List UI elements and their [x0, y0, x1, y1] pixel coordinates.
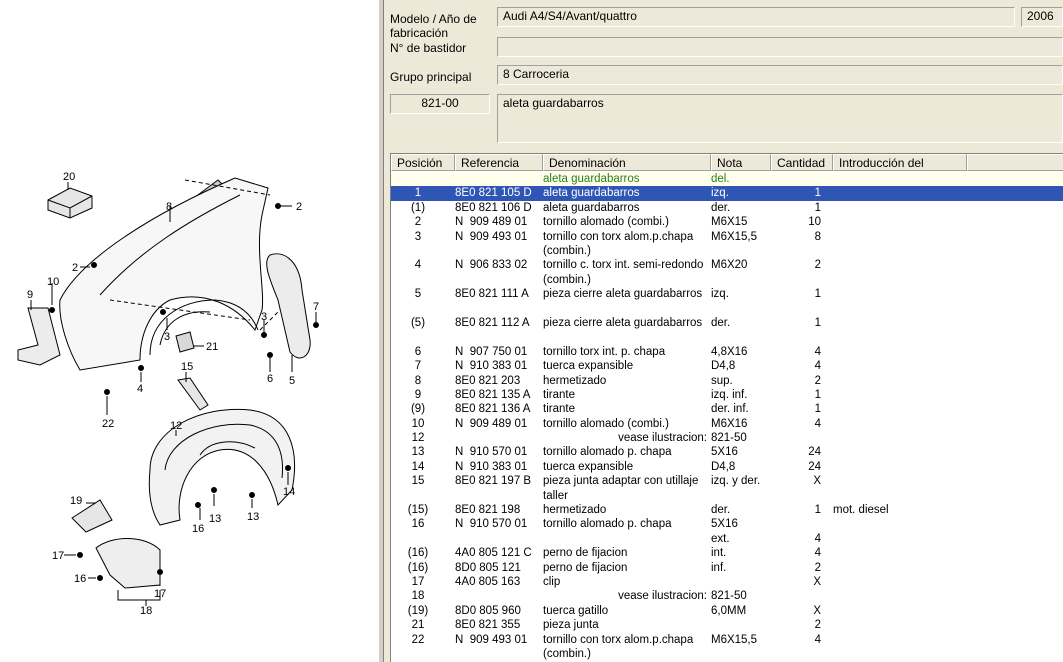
- cell-quantity: 1: [814, 403, 821, 416]
- table-row[interactable]: [391, 215, 1063, 229]
- cell-note: M6X15,5: [711, 230, 758, 243]
- cell-note: der. inf.: [711, 403, 749, 416]
- cell-quantity: 1: [814, 187, 821, 200]
- cell-reference: 8E0 821 203: [455, 374, 521, 387]
- cell-quantity: X: [813, 576, 821, 589]
- table-row[interactable]: [391, 230, 1063, 259]
- cell-note: izq.: [711, 288, 729, 301]
- cell-position: (9): [410, 403, 426, 416]
- table-row[interactable]: [391, 561, 1063, 575]
- cell-note: D4,8: [711, 460, 736, 473]
- cell-reference: N 906 833 02: [455, 259, 528, 272]
- callout-3: 3: [261, 311, 268, 323]
- callout-17: 17: [154, 588, 167, 600]
- parts-info-pane: [384, 0, 1063, 662]
- cell-position: 16: [411, 518, 425, 531]
- cell-denomination: aleta guardabarros: [543, 187, 640, 200]
- cell-denomination: perno de fijacion: [543, 561, 628, 574]
- cell-quantity: 4: [814, 360, 821, 373]
- cell-reference: 8E0 821 355: [455, 619, 521, 632]
- callout-6: 6: [267, 373, 274, 385]
- callout-3: 3: [164, 331, 171, 343]
- callout-19: 19: [70, 495, 83, 507]
- cell-denomination: tuerca expansible: [543, 360, 634, 373]
- table-row[interactable]: [391, 517, 1063, 531]
- cell-position: (5): [410, 316, 426, 329]
- cell-quantity: 4: [814, 547, 821, 560]
- callout-21: 21: [206, 341, 219, 353]
- table-row[interactable]: [391, 503, 1063, 517]
- cell-note: der.: [711, 504, 731, 517]
- cell-note: sup.: [711, 374, 733, 387]
- column-header-denomination[interactable]: Denominación: [543, 154, 711, 171]
- cell-reference: 8E0 821 111 A: [455, 288, 529, 301]
- cell-denomination: tornillo con torx alom.p.chapa (combin.): [543, 633, 694, 660]
- cell-denomination: tornillo alomado (combi.): [543, 417, 669, 430]
- year-field: 2006: [1021, 7, 1063, 27]
- model-label: Modelo / Año de fabricación: [390, 12, 477, 40]
- cell-position: 3: [414, 230, 422, 243]
- table-row[interactable]: [391, 532, 1063, 546]
- cell-denomination: clip: [543, 576, 561, 589]
- cell-denomination: aleta guardabarros: [543, 173, 640, 185]
- cell-position: 2: [414, 216, 422, 229]
- cell-reference: 8E0 821 105 D: [455, 187, 532, 200]
- cell-reference: 8E0 821 198: [455, 504, 521, 517]
- cell-quantity: 2: [814, 374, 821, 387]
- cell-denomination: vease ilustracion:: [618, 432, 707, 445]
- cell-denomination: tornillo con torx alom.p.chapa (combin.): [543, 230, 694, 257]
- cell-note: 6,0MM: [711, 604, 747, 617]
- cell-note: ext.: [711, 532, 730, 545]
- cell-position: 12: [411, 432, 425, 445]
- table-row[interactable]: [391, 575, 1063, 589]
- cell-position: 5: [414, 288, 422, 301]
- cell-note: M6X16: [711, 417, 748, 430]
- cell-quantity: 24: [808, 446, 821, 459]
- cell-quantity: 2: [814, 619, 821, 632]
- cell-position: 13: [411, 446, 425, 459]
- table-row[interactable]: [391, 604, 1063, 618]
- cell-note: izq. y der.: [711, 475, 761, 488]
- cell-note: izq.: [711, 187, 729, 200]
- table-row[interactable]: [391, 417, 1063, 431]
- cell-reference: 8E0 821 106 D: [455, 201, 532, 214]
- cell-reference: 8E0 821 197 B: [455, 475, 532, 488]
- cell-denomination: tornillo c. torx int. semi-redondo (combin.): [543, 259, 704, 286]
- callout-14: 14: [283, 486, 296, 498]
- cell-denomination: tornillo alomado (combi.): [543, 216, 669, 229]
- cell-reference: 8E0 821 112 A: [455, 316, 530, 329]
- cell-reference: N 909 489 01: [455, 417, 528, 430]
- parts-table: [390, 153, 1063, 662]
- cell-position: 21: [411, 619, 425, 632]
- cell-note: izq. inf.: [711, 388, 748, 401]
- table-row[interactable]: [391, 345, 1063, 359]
- cell-reference: N 909 493 01: [455, 230, 528, 243]
- cell-reference: 8E0 821 136 A: [455, 403, 531, 416]
- callout-2: 2: [72, 262, 79, 274]
- callout-7: 7: [313, 301, 320, 313]
- cell-denomination: tornillo alomado p. chapa: [543, 446, 672, 459]
- cell-reference: N 910 383 01: [455, 460, 528, 473]
- callout-13: 13: [209, 513, 222, 525]
- cell-model-introduction: mot. diesel: [833, 504, 889, 517]
- table-row[interactable]: [391, 316, 1063, 345]
- cell-reference: 8D0 805 960: [455, 604, 521, 617]
- cell-position: 22: [411, 633, 425, 646]
- cell-denomination: vease ilustracion:: [618, 590, 707, 603]
- cell-denomination: perno de fijacion: [543, 547, 628, 560]
- table-row[interactable]: [391, 445, 1063, 459]
- table-row[interactable]: [391, 546, 1063, 560]
- table-row[interactable]: [391, 258, 1063, 287]
- cell-quantity: 10: [808, 216, 821, 229]
- cell-position: 4: [414, 259, 422, 272]
- callout-4: 4: [137, 383, 144, 395]
- callout-17: 17: [52, 550, 65, 562]
- table-row[interactable]: [391, 186, 1063, 200]
- callout-15: 15: [181, 361, 194, 373]
- cell-denomination: pieza junta: [543, 619, 599, 632]
- cell-note: M6X20: [711, 259, 748, 272]
- cell-reference: N 909 493 01: [455, 633, 528, 646]
- cell-position: 7: [414, 360, 422, 373]
- chassis-field: [497, 37, 1063, 57]
- cell-quantity: 1: [814, 201, 821, 214]
- cell-reference: N 910 570 01: [455, 518, 528, 531]
- callout-22: 22: [102, 418, 115, 430]
- cell-quantity: X: [813, 475, 821, 488]
- table-row[interactable]: [391, 201, 1063, 215]
- cell-quantity: 2: [814, 259, 821, 272]
- cell-denomination: hermetizado: [543, 504, 607, 517]
- table-row[interactable]: [391, 431, 1063, 445]
- cell-position: (19): [407, 604, 429, 617]
- column-header-reference[interactable]: Referencia: [455, 154, 543, 171]
- cell-denomination: hermetizado: [543, 374, 607, 387]
- cell-quantity: 1: [814, 504, 821, 517]
- cell-quantity: 4: [814, 633, 821, 646]
- cell-quantity: 24: [808, 460, 821, 473]
- cell-denomination: pieza junta adaptar con utillaje taller: [543, 475, 699, 502]
- cell-note: M6X15,5: [711, 633, 758, 646]
- subgroup-code-field: 821-00: [390, 94, 490, 114]
- cell-note: 5X16: [711, 518, 738, 531]
- cell-position: 14: [411, 460, 425, 473]
- cell-note: del.: [711, 173, 730, 185]
- cell-denomination: aleta guardabarros: [543, 201, 640, 214]
- callout-2: 2: [296, 201, 303, 213]
- callout-9: 9: [27, 289, 34, 301]
- table-body: [391, 172, 1063, 661]
- callout-8: 8: [166, 201, 173, 213]
- cell-denomination: pieza cierre aleta guardabarros: [543, 316, 703, 329]
- cell-note: M6X15: [711, 216, 748, 229]
- table-row[interactable]: [391, 374, 1063, 388]
- cell-denomination: tuerca gatillo: [543, 604, 609, 617]
- cell-position: 10: [411, 417, 425, 430]
- cell-note: 821-50: [711, 590, 747, 603]
- cell-position: (16): [407, 561, 429, 574]
- cell-denomination: tuerca expansible: [543, 460, 634, 473]
- cell-position: 15: [411, 475, 425, 488]
- cell-denomination: tirante: [543, 403, 575, 416]
- group-label: Grupo principal: [390, 70, 472, 84]
- cell-denomination: tirante: [543, 388, 575, 401]
- fender-exploded-diagram: [0, 0, 378, 662]
- chassis-label: N° de bastidor: [390, 41, 467, 55]
- cell-reference: N 909 489 01: [455, 216, 528, 229]
- column-header-note[interactable]: Nota: [711, 154, 771, 171]
- cell-position: 6: [414, 345, 422, 358]
- column-header-spacer: [967, 154, 1063, 171]
- table-row[interactable]: [391, 618, 1063, 632]
- table-row[interactable]: [391, 474, 1063, 503]
- model-field: Audi A4/S4/Avant/quattro: [497, 7, 1015, 27]
- callout-5: 5: [289, 375, 296, 387]
- callout-16: 16: [192, 523, 205, 535]
- cell-note: 4,8X16: [711, 345, 748, 358]
- cell-note: der.: [711, 201, 731, 214]
- cell-denomination: tornillo alomado p. chapa: [543, 518, 672, 531]
- cell-position: (16): [407, 547, 429, 560]
- table-row[interactable]: [391, 359, 1063, 373]
- cell-quantity: 4: [814, 532, 821, 545]
- table-header: [391, 154, 1063, 171]
- cell-note: int.: [711, 547, 727, 560]
- table-row[interactable]: [391, 402, 1063, 416]
- subgroup-description-field: aleta guardabarros: [497, 94, 1063, 143]
- cell-position: (15): [407, 504, 429, 517]
- cell-position: 8: [414, 374, 422, 387]
- callout-10: 10: [47, 276, 60, 288]
- cell-note: 5X16: [711, 446, 738, 459]
- cell-reference: N 907 750 01: [455, 345, 528, 358]
- cell-quantity: 1: [814, 316, 821, 329]
- cell-position: 17: [411, 576, 425, 589]
- callout-18: 18: [140, 605, 153, 617]
- table-row[interactable]: [391, 287, 1063, 316]
- cell-position: (1): [410, 201, 426, 214]
- cell-reference: 8E0 821 135 A: [455, 388, 531, 401]
- table-row[interactable]: [391, 172, 1063, 186]
- cell-position: 9: [414, 388, 422, 401]
- table-row[interactable]: [391, 633, 1063, 662]
- cell-position: 18: [411, 590, 425, 603]
- cell-note: der.: [711, 316, 731, 329]
- parts-diagram-pane: [0, 0, 378, 662]
- column-header-model-introduction[interactable]: Introducción del: [833, 154, 967, 171]
- cell-quantity: 4: [814, 345, 821, 358]
- cell-quantity: 4: [814, 417, 821, 430]
- table-row[interactable]: [391, 388, 1063, 402]
- cell-quantity: 1: [814, 388, 821, 401]
- cell-reference: 4A0 805 163: [455, 576, 521, 589]
- cell-reference: 8D0 805 121: [455, 561, 521, 574]
- callout-16: 16: [74, 573, 87, 585]
- cell-quantity: 1: [814, 288, 821, 301]
- callout-12: 12: [170, 420, 183, 432]
- cell-quantity: 8: [814, 230, 821, 243]
- column-header-quantity[interactable]: Cantidad: [771, 154, 833, 171]
- cell-reference: 4A0 805 121 C: [455, 547, 532, 560]
- cell-note: D4,8: [711, 360, 736, 373]
- cell-note: 821-50: [711, 432, 747, 445]
- group-field: 8 Carroceria: [497, 65, 1063, 85]
- cell-note: inf.: [711, 561, 727, 574]
- callout-13: 13: [247, 511, 260, 523]
- cell-position: 1: [414, 187, 422, 200]
- cell-reference: N 910 383 01: [455, 360, 528, 373]
- callout-20: 20: [63, 171, 76, 183]
- cell-quantity: X: [813, 604, 821, 617]
- cell-denomination: tornillo torx int. p. chapa: [543, 345, 666, 358]
- column-header-position[interactable]: Posición: [391, 154, 455, 171]
- cell-quantity: 2: [814, 561, 821, 574]
- cell-denomination: pieza cierre aleta guardabarros: [543, 288, 703, 301]
- table-row[interactable]: [391, 460, 1063, 474]
- table-row[interactable]: [391, 589, 1063, 603]
- cell-reference: N 910 570 01: [455, 446, 528, 459]
